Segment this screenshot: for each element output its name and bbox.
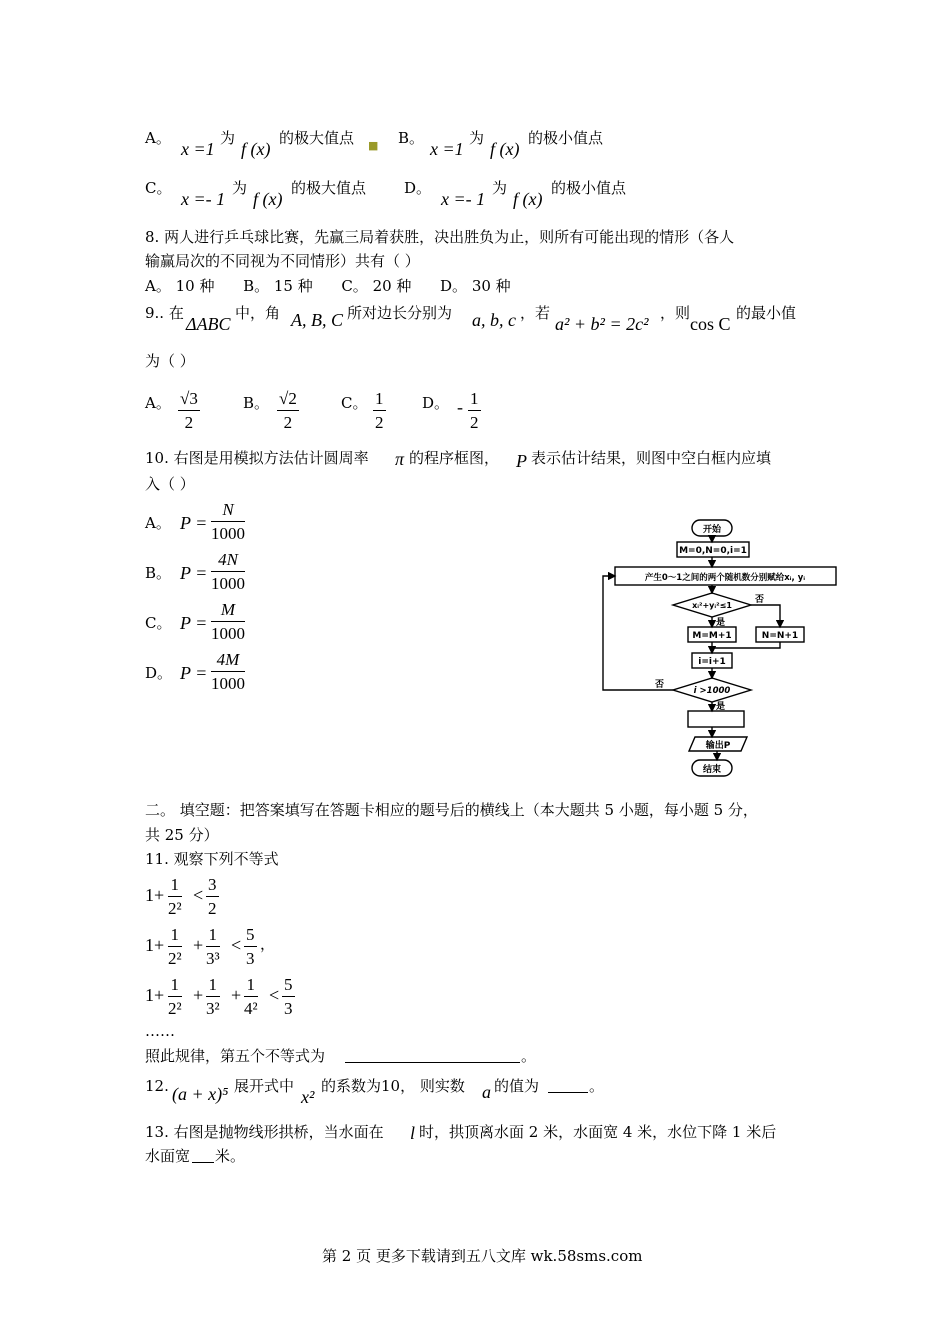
q11-r1-rhs-num: 3	[206, 876, 219, 897]
q10-line1-a: 10. 右图是用模拟方法估计圆周率	[145, 449, 369, 467]
q13-line2-a: 水面宽	[145, 1147, 191, 1165]
q9-opt-b-den: 2	[283, 413, 293, 432]
q7-opt-a-wei: 为	[220, 129, 236, 147]
q11-den: 2²	[168, 949, 182, 968]
q11-num: 1	[168, 876, 182, 897]
q11-r2-oneplus: 1+	[145, 935, 165, 955]
q11-r1-rhs	[206, 876, 219, 917]
flow-yes-label: 是	[716, 618, 726, 628]
q7-opt-d-text: 的极小值点	[551, 179, 627, 197]
q9-zhong-jiao: 中，角	[235, 304, 281, 322]
section2-line1: 二。 填空题：把答案填写在答题卡相应的题号后的横线上（本大题共 5 小题，每小题 5 分，	[145, 801, 758, 819]
q9-opt-c-fraction	[373, 390, 386, 431]
q9-opt-c-num: 1	[373, 390, 386, 411]
q9-triangle: ΔABC	[186, 314, 231, 334]
q10-opt-b-fraction	[211, 551, 245, 592]
q11-r3-term3	[244, 976, 258, 1017]
q12-expr: (a + x)⁵	[172, 1084, 229, 1104]
q7-opt-c-letter: C。	[145, 179, 172, 197]
q12-prefix: 12.	[145, 1077, 169, 1095]
q10-opt-d-num: 4M	[211, 651, 245, 672]
q13-line2-b: 米。	[215, 1147, 246, 1165]
q10-opt-a-letter: A。	[145, 514, 171, 532]
q10-opt-d-letter: D。	[145, 664, 173, 682]
q12-end: 。	[589, 1077, 605, 1095]
q12-a: a	[482, 1082, 491, 1102]
flow-generate-text: 产生0～1之间的两个随机数分别赋给xᵢ, yᵢ	[644, 573, 806, 583]
flow-loop-arrow	[603, 576, 673, 690]
section2-line2: 共 25 分）	[145, 826, 219, 844]
q7-opt-c-fx: f (x)	[253, 189, 283, 209]
q10-opt-b-peq: P =	[180, 563, 208, 583]
q7-opt-d-fx: f (x)	[513, 189, 543, 209]
q7-opt-b-fx: f (x)	[490, 139, 520, 159]
q7-opt-c-x: x =- 1	[181, 189, 226, 209]
q12-mid: 展开式中	[234, 1077, 295, 1095]
q7-opt-b-letter: B。	[398, 129, 425, 147]
flow-m-text: M=M+1	[692, 631, 732, 641]
q9-equation: a² + b² = 2c²	[555, 314, 649, 334]
q11-num: 1	[244, 976, 258, 997]
q11-r2-term2	[206, 926, 220, 967]
flow-no-label-2: 否	[655, 680, 665, 690]
q11-num: 1	[168, 976, 182, 997]
q11-r1-oneplus: 1+	[145, 885, 165, 905]
q11-r3-lt: <	[269, 985, 280, 1005]
q9-ruo: ，若	[520, 304, 551, 322]
speck-mark: ■	[368, 139, 379, 152]
q8-line1: 8. 两人进行乒乓球比赛，先赢三局着获胜，决出胜负为止，则所有可能出现的情形（各人	[145, 228, 735, 246]
q11-r3-plus: +	[193, 985, 204, 1005]
q11-r1-rhs-den: 2	[208, 899, 217, 918]
q13-line1-a: 13. 右图是抛物线形拱桥，当水面在	[145, 1123, 384, 1141]
q9-opt-c-den: 2	[375, 413, 384, 432]
q11-r2-lt: <	[231, 935, 242, 955]
q9-opt-c-letter: C。	[341, 394, 368, 412]
q11-num: 1	[206, 926, 220, 947]
q11-den: 3²	[206, 999, 220, 1018]
q7-opt-d-x: x =- 1	[441, 189, 486, 209]
q10-opt-b-den: 1000	[211, 574, 245, 593]
q12-coef: 的系数为10， 则实数	[321, 1077, 465, 1095]
q8-options: A。 10 种 B。 15 种 C。 20 种 D。 30 种	[145, 277, 511, 295]
q7-opt-d-letter: D。	[404, 179, 432, 197]
q9-sides: a, b, c	[472, 310, 516, 330]
q10-opt-c-letter: C。	[145, 614, 172, 632]
q11-answer-blank	[345, 1047, 520, 1067]
q10-opt-b-num: 4N	[211, 551, 245, 572]
q10-opt-a-num: N	[211, 501, 245, 522]
q11-num: 1	[168, 926, 182, 947]
q10-p: P	[516, 451, 527, 471]
q11-r2-comma: ，	[260, 935, 276, 953]
q11-den: 2²	[168, 999, 182, 1018]
q11-r3-oneplus: 1+	[145, 985, 165, 1005]
q13-line1-b: 时，拱顶离水面 2 米，水面宽 4 米，水位下降 1 米后	[419, 1123, 777, 1141]
q9-opt-d-minus: -	[457, 397, 463, 417]
q10-opt-c-den: 1000	[211, 624, 245, 643]
q9-opt-a-den: 2	[184, 413, 194, 432]
q11-r2-plus: +	[193, 935, 204, 955]
q7-opt-a-x: x =1	[181, 139, 215, 159]
flow-arrow	[712, 642, 780, 648]
flow-cond1-text: xᵢ²+yᵢ²≤1	[692, 601, 732, 610]
q10-pi: π	[395, 449, 405, 469]
q12-x2: x²	[301, 1087, 315, 1107]
q10-opt-c-fraction	[211, 601, 245, 642]
q10-opt-a-den: 1000	[211, 524, 245, 543]
q9-prefix: 9.. 在	[145, 304, 184, 322]
q11-r3-term2	[206, 976, 220, 1017]
q9-ze: ，则	[660, 304, 691, 322]
flow-output-text: 输出P	[705, 741, 731, 751]
q11-r2-rhs	[244, 926, 257, 967]
q7-opt-d-wei: 为	[492, 179, 508, 197]
q7-opt-a-letter: A。	[145, 129, 171, 147]
q10-opt-a-fraction	[211, 501, 245, 542]
flowchart	[595, 515, 845, 780]
q12-answer-blank	[548, 1077, 588, 1097]
flow-no-label: 否	[755, 595, 765, 605]
q7-opt-a-text: 的极大值点	[279, 129, 355, 147]
q11-num: 1	[206, 976, 220, 997]
q9-suo-dui: 所对边长分别为	[347, 304, 453, 322]
q9-opt-d-den: 2	[470, 413, 479, 432]
q10-opt-c-num: M	[211, 601, 245, 622]
q11-r1-lt: <	[193, 885, 204, 905]
q9-opt-d-letter: D。	[422, 394, 450, 412]
q9-zuixiao: 的最小值	[736, 304, 797, 322]
q11-r2-rhs-den: 3	[246, 949, 255, 968]
page-footer: 第 2 页 更多下载请到五八文库 wk.58sms.com	[322, 1247, 643, 1265]
q10-opt-d-fraction	[211, 651, 245, 692]
flow-start-text: 开始	[702, 525, 722, 535]
q9-wei: 为（ ）	[145, 352, 195, 370]
q13-answer-blank	[192, 1147, 214, 1167]
q7-opt-c-text: 的极大值点	[291, 179, 367, 197]
q9-opt-a-num: √3	[178, 390, 200, 411]
q11-title: 11. 观察下列不等式	[145, 850, 279, 868]
q11-den: 2²	[168, 899, 182, 918]
flow-yes-label-2: 是	[716, 702, 726, 712]
q10-opt-b-letter: B。	[145, 564, 172, 582]
q7-opt-a-fx: f (x)	[241, 139, 271, 159]
q12-suffix: 的值为	[494, 1077, 540, 1095]
q9-opt-d-fraction	[468, 390, 481, 431]
q9-angles: A, B, C	[291, 310, 343, 330]
flow-arrow	[751, 605, 780, 627]
q9-opt-a-fraction	[178, 390, 200, 431]
flow-n-text: N=N+1	[761, 631, 799, 641]
q10-line1-c: 表示估计结果，则图中空白框内应填	[531, 449, 772, 467]
q11-r3-rhs-num: 5	[282, 976, 295, 997]
flow-init-text: M=0,N=0,i=1	[679, 546, 747, 556]
q9-cosc: cos C	[690, 314, 731, 334]
q11-ellipsis: ……	[145, 1022, 175, 1040]
q11-rule-suffix: 。	[521, 1047, 537, 1065]
flow-end-text: 结束	[702, 765, 722, 775]
q10-opt-d-den: 1000	[211, 674, 245, 693]
q7-opt-b-x: x =1	[430, 139, 464, 159]
q8-line2: 输赢局次的不同视为不同情形）共有（ ）	[145, 252, 420, 270]
q9-opt-b-fraction	[277, 390, 299, 431]
q10-opt-c-peq: P =	[180, 613, 208, 633]
q11-den: 3³	[206, 949, 220, 968]
q11-r2-rhs-num: 5	[244, 926, 257, 947]
q7-opt-b-wei: 为	[469, 129, 485, 147]
q11-r1-term1	[168, 876, 182, 917]
q11-r3-plus2: +	[231, 985, 242, 1005]
q9-opt-d-num: 1	[468, 390, 481, 411]
q11-r3-rhs	[282, 976, 295, 1017]
q10-line1-b: 的程序框图，	[409, 449, 500, 467]
q7-opt-b-text: 的极小值点	[528, 129, 604, 147]
q10-opt-d-peq: P =	[180, 663, 208, 683]
q9-opt-b-letter: B。	[243, 394, 270, 412]
q10-opt-a-peq: P =	[180, 513, 208, 533]
q11-den: 4²	[244, 999, 258, 1018]
q11-r3-term1	[168, 976, 182, 1017]
flow-blank-box	[688, 711, 744, 727]
flow-i-text: i=i+1	[698, 657, 726, 667]
q13-l: l	[410, 1123, 416, 1143]
q9-opt-a-letter: A。	[145, 394, 171, 412]
flow-cond2-text: i >1000	[693, 686, 731, 696]
q11-r2-term1	[168, 926, 182, 967]
q7-opt-c-wei: 为	[232, 179, 248, 197]
q9-opt-b-num: √2	[277, 390, 299, 411]
q11-r3-rhs-den: 3	[284, 999, 293, 1018]
q10-line2: 入（ ）	[145, 475, 195, 493]
q11-rule-prefix: 照此规律，第五个不等式为	[145, 1047, 326, 1065]
